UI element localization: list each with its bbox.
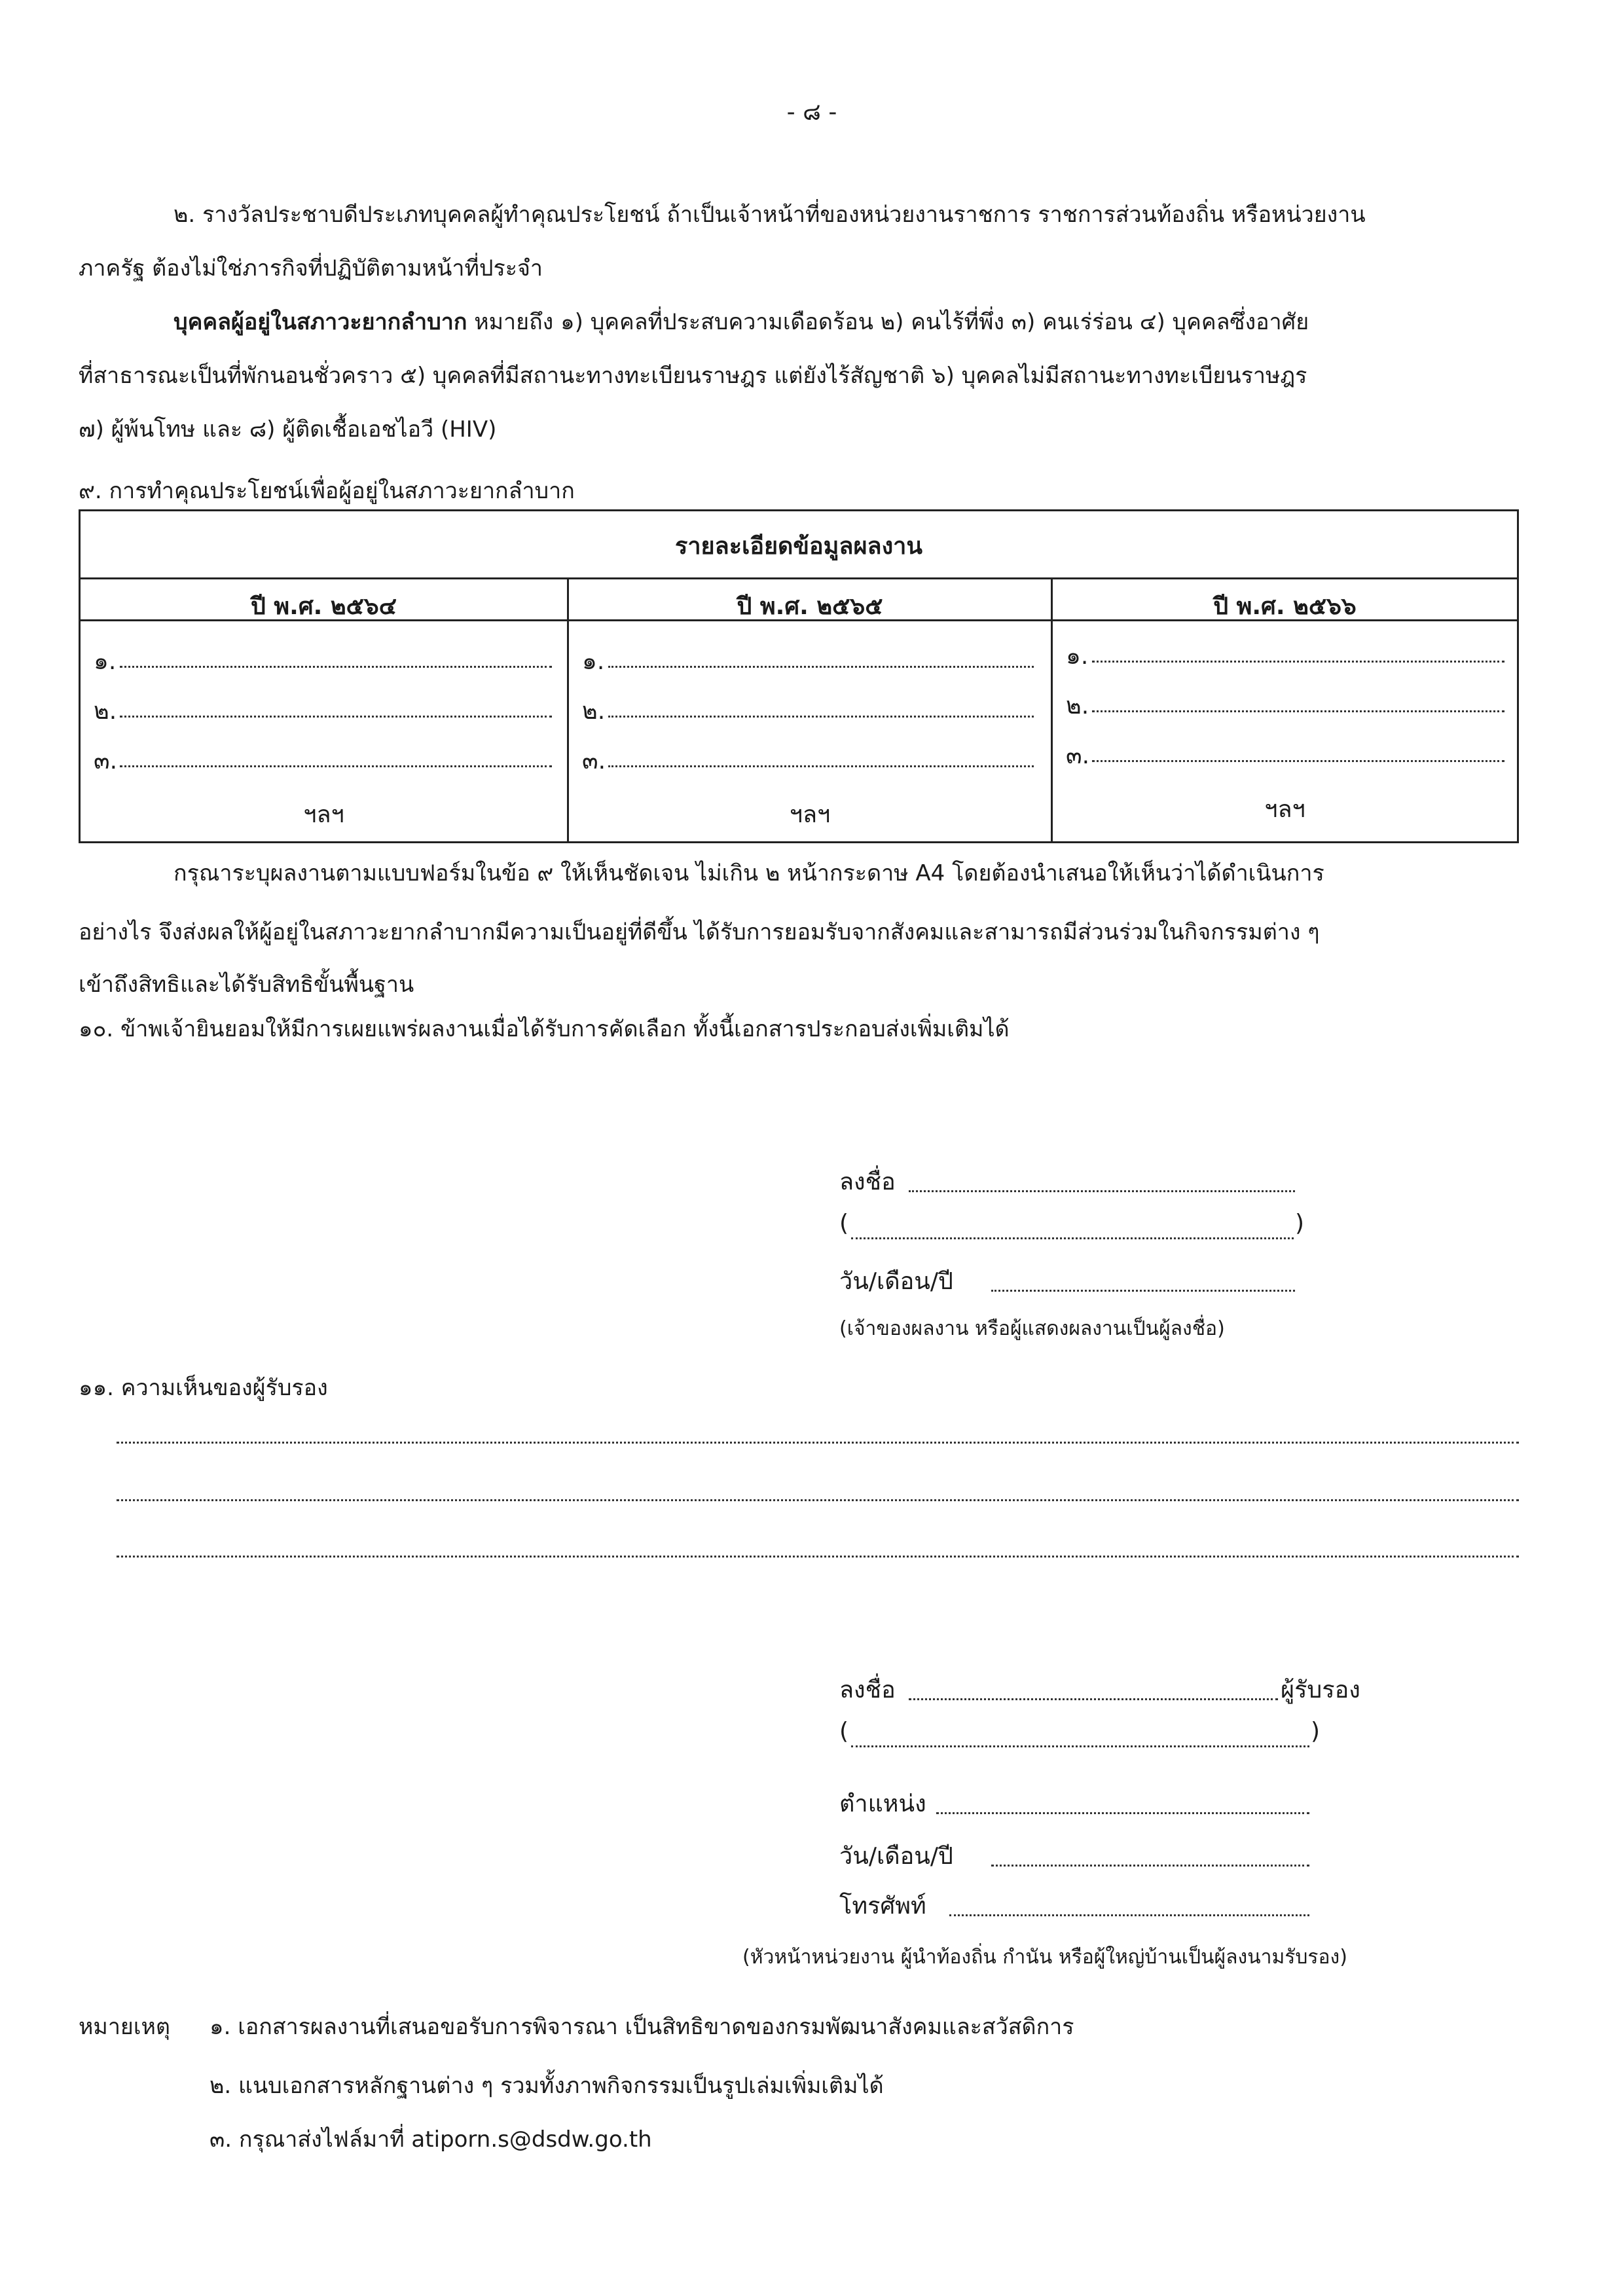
table-header: รายละเอียดข้อมูลผลงาน	[674, 533, 923, 560]
certifier-name-open-paren: (	[839, 1718, 849, 1745]
row-number: ๓.	[94, 748, 118, 774]
certifier-date-label: วัน/เดือน/ปี	[839, 1843, 953, 1870]
definition-term: บุคคลผู้อยู่ในสภาวะยากลำบาก	[173, 309, 467, 335]
definition-line-3: ๗) ผู้พ้นโทษ และ ๘) ผู้ติดเชื้อเอชไอวี (HIV)	[79, 416, 497, 443]
fill-in-line[interactable]	[120, 765, 552, 767]
fill-in-line[interactable]	[120, 666, 552, 668]
etc-label: ฯลฯ	[789, 801, 831, 828]
certifier-position-label: ตำแหน่ง	[839, 1791, 926, 1817]
remark-3: ๓. กรุณาส่งไฟล์มาที่ atiporn.s@dsdw.go.th	[210, 2126, 652, 2153]
definition-line-1-text: หมายถึง ๑) บุคคลที่ประสบความเดือดร้อน ๒) คนไร้ที่พึ่ง ๓) คนเร่ร่อน ๔) บุคคลซึ่งอาศัย	[467, 309, 1309, 335]
paragraph-2-line-2: ภาครัฐ ต้องไม่ใช่ภารกิจที่ปฏิบัติตามหน้าที่ประจำ	[79, 255, 543, 282]
fill-in-line[interactable]	[608, 716, 1034, 718]
table-divider	[81, 577, 1517, 579]
row-number: ๒.	[94, 698, 117, 725]
owner-name-open-paren: (	[839, 1210, 849, 1237]
owner-signature-line[interactable]	[909, 1190, 1295, 1192]
fill-in-line[interactable]	[120, 716, 552, 718]
section-9-title: ๙. การทำคุณประโยชน์เพื่อผู้อยู่ในสภาวะยากลำบาก	[79, 478, 575, 504]
instruction-line-1: กรุณาระบุผลงานตามแบบฟอร์มในข้อ ๙ ให้เห็นชัดเจน ไม่เกิน ๒ หน้ากระดาษ A4 โดยต้องนำเสนอให้เห็นว่าได้ดำเนินการ	[173, 860, 1324, 886]
row-number: ๒.	[582, 698, 606, 725]
section-10-consent: ๑๐. ข้าพเจ้ายินยอมให้มีการเผยแพร่ผลงานเมื่อได้รับการคัดเลือก ทั้งนี้เอกสารประกอบส่งเพิ่มเติมได้	[79, 1016, 1010, 1042]
definition-line-2: ที่สาธารณะเป็นที่พักนอนชั่วคราว ๕) บุคคลที่มีสถานะทางทะเบียนราษฎร แต่ยังไร้สัญชาติ ๖) บุคคลไม่มีสถานะทางทะเบียนราษฎร	[79, 363, 1307, 389]
row-number: ๑.	[582, 648, 605, 675]
row-number: ๑.	[94, 648, 117, 675]
column-header-2564: ปี พ.ศ. ๒๕๖๔	[251, 593, 397, 620]
certifier-sign-label: ลงชื่อ	[839, 1677, 896, 1704]
fill-in-line[interactable]	[608, 765, 1034, 767]
fill-in-line[interactable]	[1092, 661, 1504, 663]
certifier-name-close-paren: )	[1311, 1718, 1321, 1745]
etc-label: ฯลฯ	[1264, 796, 1305, 823]
certifier-signature-line[interactable]	[909, 1698, 1278, 1700]
owner-signature-note: (เจ้าของผลงาน หรือผู้แสดงผลงานเป็นผู้ลงชื่อ)	[839, 1317, 1225, 1340]
etc-label: ฯลฯ	[303, 801, 344, 828]
owner-date-line[interactable]	[991, 1290, 1295, 1292]
fill-in-line[interactable]	[608, 666, 1034, 668]
certifier-opinion-line[interactable]	[117, 1556, 1519, 1558]
fill-in-line[interactable]	[1092, 710, 1504, 712]
row-number: ๑.	[1066, 643, 1089, 670]
row-number: ๓.	[582, 748, 606, 774]
row-number: ๒.	[1066, 693, 1089, 720]
certifier-position-line[interactable]	[936, 1812, 1309, 1814]
certifier-phone-label: โทรศัพท์	[839, 1893, 926, 1920]
section-11-title: ๑๑. ความเห็นของผู้รับรอง	[79, 1375, 328, 1401]
column-header-2565: ปี พ.ศ. ๒๕๖๕	[737, 593, 883, 620]
remarks-label: หมายเหตุ	[79, 2014, 170, 2040]
owner-name-line[interactable]	[851, 1237, 1294, 1239]
instruction-line-3: เข้าถึงสิทธิและได้รับสิทธิขั้นพื้นฐาน	[79, 972, 414, 998]
page-number: - ๘ -	[786, 99, 837, 126]
certifier-signature-note: (หัวหน้าหน่วยงาน ผู้นำท้องถิ่น กำนัน หรือผู้ใหญ่บ้านเป็นผู้ลงนามรับรอง)	[742, 1946, 1347, 1969]
owner-sign-label: ลงชื่อ	[839, 1169, 896, 1195]
row-number: ๓.	[1066, 742, 1090, 769]
paragraph-2-line-1: ๒. รางวัลประชาบดีประเภทบุคคลผู้ทำคุณประโยชน์ ถ้าเป็นเจ้าหน้าที่ของหน่วยงานราชการ ราชการส่วนท้องถิ่น หรือหน่วยงาน	[173, 202, 1366, 228]
fill-in-line[interactable]	[1092, 760, 1504, 762]
work-detail-table	[79, 509, 1519, 843]
definition-line-1	[173, 304, 1309, 339]
certifier-opinion-line[interactable]	[117, 1442, 1519, 1444]
certifier-opinion-line[interactable]	[117, 1499, 1519, 1501]
certifier-name-line[interactable]	[851, 1745, 1309, 1747]
remark-1: ๑. เอกสารผลงานที่เสนอขอรับการพิจารณา เป็นสิทธิขาดของกรมพัฒนาสังคมและสวัสดิการ	[210, 2014, 1074, 2040]
owner-date-label: วัน/เดือน/ปี	[839, 1268, 953, 1295]
column-header-2566: ปี พ.ศ. ๒๕๖๖	[1213, 593, 1357, 620]
certifier-phone-line[interactable]	[949, 1914, 1309, 1916]
certifier-date-line[interactable]	[991, 1865, 1309, 1867]
certifier-title-label: ผู้รับรอง	[1281, 1677, 1360, 1704]
remark-2: ๒. แนบเอกสารหลักฐานต่าง ๆ รวมทั้งภาพกิจกรรมเป็นรูปเล่มเพิ่มเติมได้	[210, 2073, 884, 2099]
owner-name-close-paren: )	[1295, 1210, 1305, 1237]
instruction-line-2: อย่างไร จึงส่งผลให้ผู้อยู่ในสภาวะยากลำบากมีความเป็นอยู่ที่ดีขึ้น ได้รับการยอมรับจากสังคมและสามารถมีส่วนร่วมในกิจกรรมต่าง ๆ	[79, 919, 1320, 945]
